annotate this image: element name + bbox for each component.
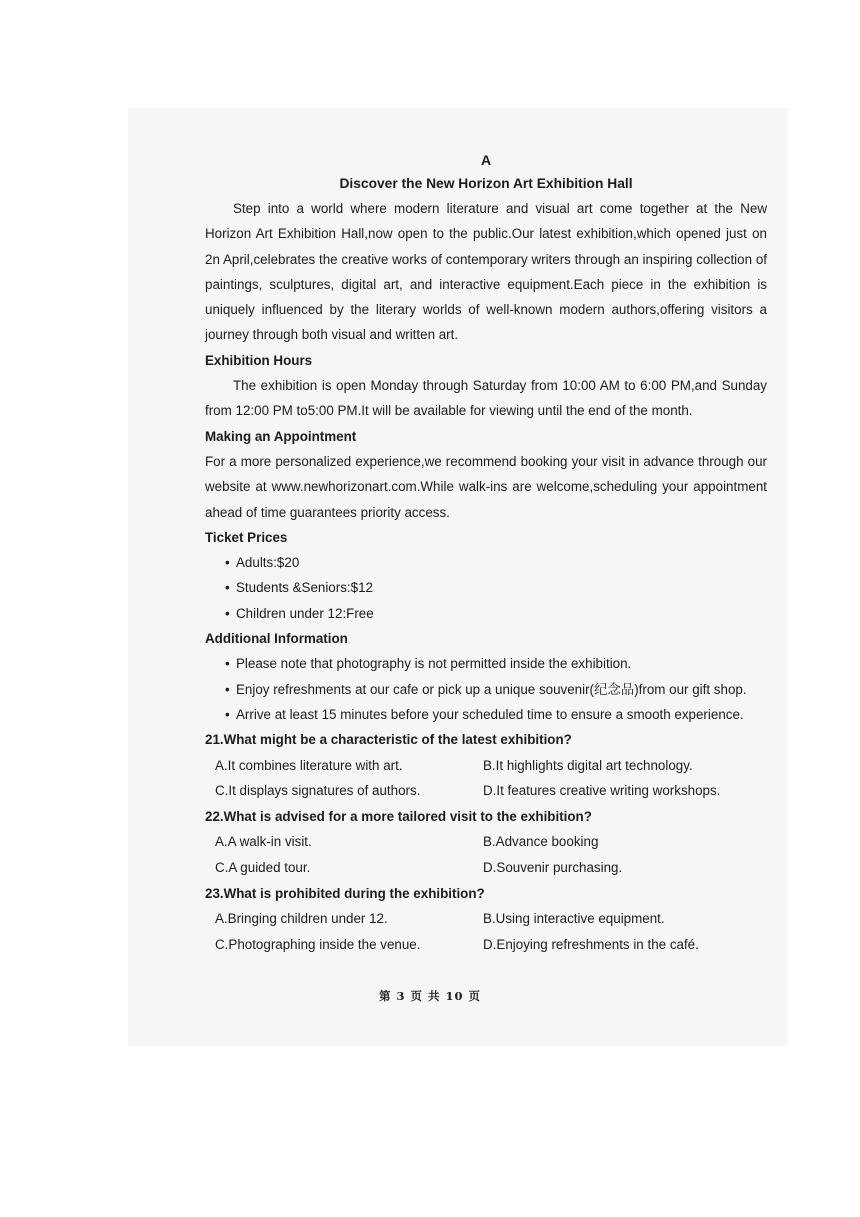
ticket-prices-heading: Ticket Prices (205, 529, 288, 545)
question-21-option-d: D.It features creative writing workshops. (483, 782, 721, 798)
ticket-price-students-seniors: Students &Seniors:$12 (236, 580, 373, 596)
bullet-icon: • (225, 656, 230, 672)
info-arrival: Arrive at least 15 minutes before your scheduled time to ensure a smooth experience. (236, 706, 744, 722)
appointment-paragraph: For a more personalized experience,we recommend booking your visit in advance through our website at www.newhorizonart.com.While walk-ins are welcome,scheduling your appointment ahead of time guarantees priority access. (205, 453, 767, 520)
question-21-option-c: C.It displays signatures of authors. (215, 782, 421, 798)
question-21-option-b: B.It highlights digital art technology. (483, 757, 693, 773)
bullet-icon: • (225, 706, 230, 722)
list-item (225, 651, 767, 676)
question-23-option-d: D.Enjoying refreshments in the café. (483, 936, 699, 952)
bullet-icon: • (225, 580, 230, 596)
list-item (225, 550, 767, 575)
section-letter: A (480, 152, 492, 168)
question-22-option-d: D.Souvenir purchasing. (483, 859, 623, 875)
hours-heading: Exhibition Hours (205, 352, 313, 368)
additional-info-heading: Additional Information (205, 631, 348, 647)
appointment-heading: Making an Appointment (205, 428, 357, 444)
bullet-icon: • (225, 605, 230, 621)
question-23-option-c: C.Photographing inside the venue. (215, 936, 421, 952)
list-item (225, 575, 767, 600)
bullet-icon: • (225, 681, 230, 697)
question-21-options (205, 753, 767, 804)
question-21-option-a: A.It combines literature with art. (215, 757, 403, 773)
list-item (225, 601, 767, 626)
question-21-stem: 21.What might be a characteristic of the latest exhibition? (205, 732, 572, 748)
question-23-option-b: B.Using interactive equipment. (483, 911, 665, 927)
ticket-price-adults: Adults:$20 (236, 555, 300, 571)
question-22-option-b: B.Advance booking (483, 834, 599, 850)
question-22-option-c: C.A guided tour. (215, 859, 311, 875)
info-refreshments: Enjoy refreshments at our cafe or pick up a unique souvenir(纪念品)from our gift shop. (236, 681, 747, 697)
ticket-price-children: Children under 12:Free (236, 605, 374, 621)
question-22-stem: 22.What is advised for a more tailored visit to the exhibition? (205, 809, 592, 825)
bullet-icon: • (225, 555, 230, 571)
page-number: 第 3 页 共 10 页 (378, 989, 482, 1003)
ticket-price-list (205, 550, 767, 626)
reading-passage (205, 148, 767, 958)
question-23-option-a: A.Bringing children under 12. (215, 911, 388, 927)
question-23-options (205, 906, 767, 957)
question-22-option-a: A.A walk-in visit. (215, 834, 312, 850)
question-22-options (205, 829, 767, 880)
info-photography: Please note that photography is not permitted inside the exhibition. (236, 656, 632, 672)
list-item (225, 677, 767, 702)
hours-paragraph: The exhibition is open Monday through Saturday from 10:00 AM to 6:00 PM,and Sunday from 12:00 PM to5:00 PM.It will be available for viewing until the end of the month. (205, 378, 767, 419)
additional-info-list (205, 651, 767, 727)
passage-title: Discover the New Horizon Art Exhibition Hall (339, 176, 633, 191)
list-item (225, 702, 767, 727)
intro-paragraph: Step into a world where modern literature and visual art come together at the New Horizon Art Exhibition Hall,now open to the public.Our latest exhibition,which opened just on 2n April,celebrates the creative works of contemporary writers through an inspiring collection of paintings, sculptures, digital art, and interactive equipment.Each piece in the exhibition is uniquely influenced by the literary worlds of well-known modern authors,offering visitors a journey through both visual and written art. (205, 201, 767, 343)
question-23-stem: 23.What is prohibited during the exhibition? (205, 886, 485, 902)
